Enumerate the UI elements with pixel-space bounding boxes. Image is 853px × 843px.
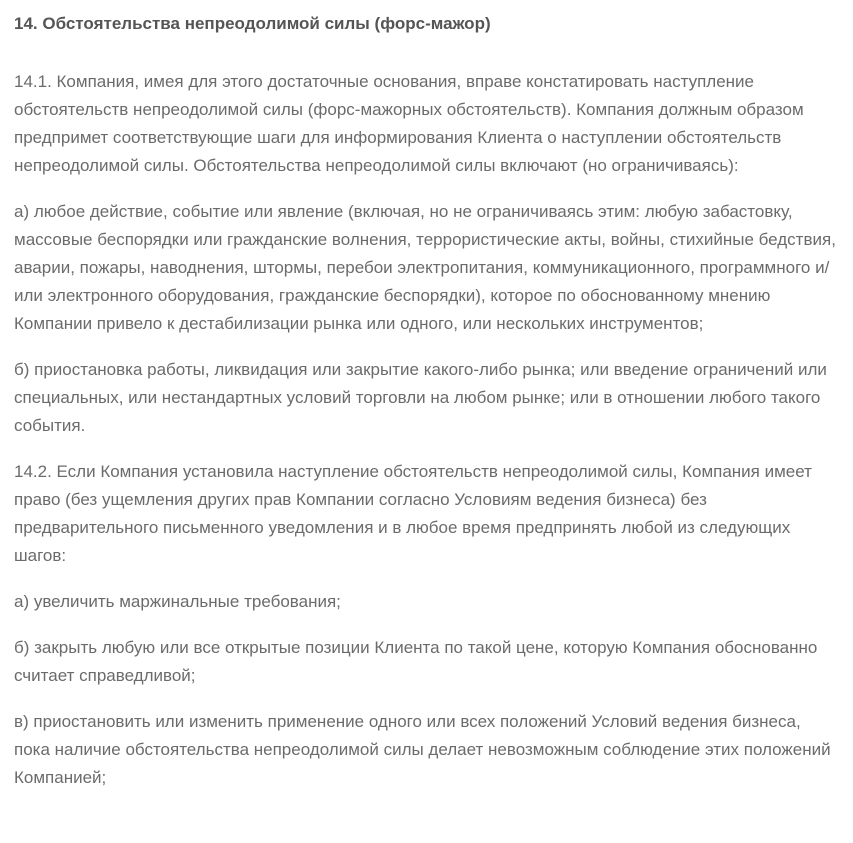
paragraph-14-2: 14.2. Если Компания установила наступление обстоятельств непреодолимой силы, Компания имеет право (без ущемления других прав Компании согласно Условиям ведения бизнеса) без предварительного письменного уведомления и в любое время предпринять любой из следующих шагов:: [14, 462, 812, 565]
paragraph-14-2-c: в) приостановить или изменить применение одного или всех положений Условий ведения бизнеса, пока наличие обстоятельства непреодолимой силы делает невозможным соблюдение этих положений Компанией;: [14, 712, 831, 787]
paragraph-14-1-b: б) приостановка работы, ликвидация или закрытие какого-либо рынка; или введение ограничений или специальных, или нестандартных условий торговли на любом рынке; или в отношении любого такого события.: [14, 360, 827, 435]
paragraph-14-2-a: а) увеличить маржинальные требования;: [14, 592, 341, 611]
paragraph-14-1-a: а) любое действие, событие или явление (включая, но не ограничиваясь этим: любую забастовку, массовые беспорядки или гражданские волнения, террористические акты, войны, стихийные бедствия, аварии, пожары, наводнения, штормы, перебои электропитания, коммуникационного, программного и/или электронного оборудования, гражданские беспорядки), которое по обоснованному мнению Компании привело к дестабилизации рынка или одного, или нескольких инструментов;: [14, 202, 836, 333]
section-title: 14. Обстоятельства непреодолимой силы (форс-мажор): [14, 14, 491, 33]
paragraph-14-1: 14.1. Компания, имея для этого достаточные основания, вправе констатировать наступление обстоятельств непреодолимой силы (форс-мажорных обстоятельств). Компания должным образом предпримет соответствующие шаги для информирования Клиента о наступлении обстоятельств непреодолимой силы. Обстоятельства непреодолимой силы включают (но ограничиваясь):: [14, 72, 804, 175]
paragraph-14-2-b: б) закрыть любую или все открытые позиции Клиента по такой цене, которую Компания обоснованно считает справедливой;: [14, 638, 818, 685]
